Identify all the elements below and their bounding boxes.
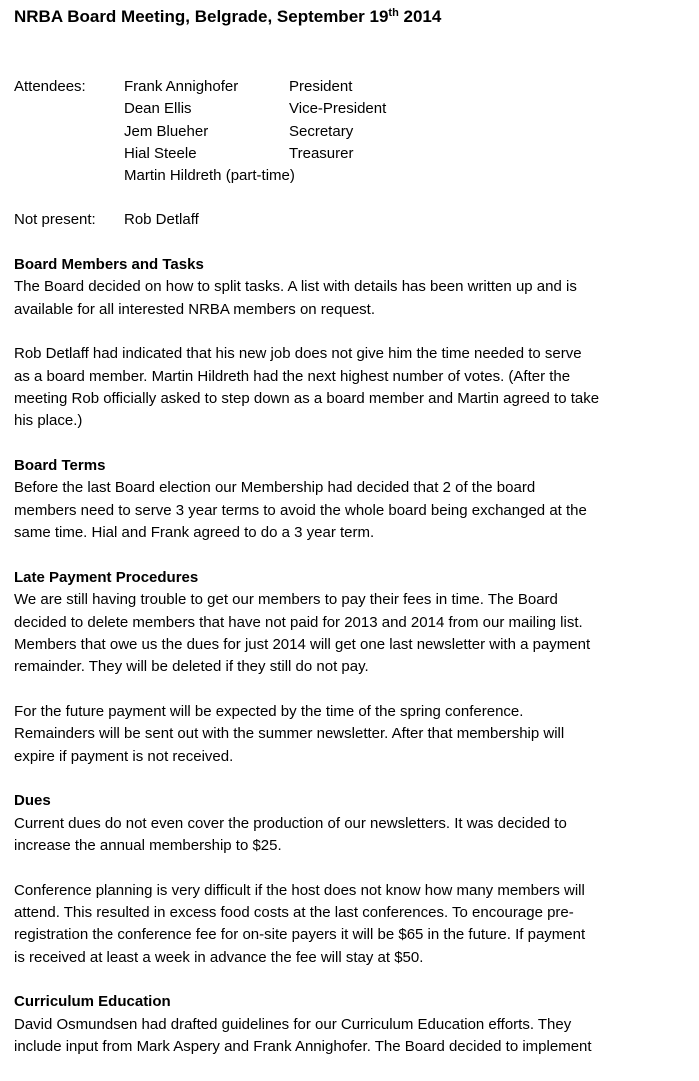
section-late-payment-procedures (14, 567, 690, 768)
attendee-role: Secretary (289, 122, 354, 140)
text-line: as a board member. Martin Hildreth had the next highest number of votes. (After the (14, 367, 571, 385)
text-line: attend. This resulted in excess food costs at the last conferences. To encourage pre- (14, 903, 574, 921)
paragraph (14, 880, 690, 969)
text-line: Members that owe us the dues for just 2014 will get one last newsletter with a payment (14, 635, 591, 653)
paragraph (14, 813, 690, 858)
text-line: include input from Mark Aspery and Frank Annighofer. The Board decided to implement (14, 1038, 592, 1056)
not-present-row (14, 209, 414, 231)
section-dues (14, 790, 690, 969)
text-line: members need to serve 3 year terms to avoid the whole board being exchanged at the (14, 501, 587, 519)
attendee-name: Dean Ellis (124, 100, 192, 118)
section-heading: Board Members and Tasks (14, 256, 204, 273)
text-line: Rob Detlaff had indicated that his new job does not give him the time needed to serve (14, 345, 582, 363)
section-heading: Curriculum Education (14, 993, 171, 1011)
not-present-name: Rob Detlaff (124, 211, 199, 228)
not-present-label: Not present: (14, 211, 96, 228)
attendee-role: Treasurer (289, 144, 354, 162)
text-line: available for all interested NRBA members on request. (14, 300, 376, 318)
section-curriculum-education (14, 991, 690, 1058)
section-board-terms (14, 455, 690, 544)
text-line: We are still having trouble to get our members to pay their fees in time. The Board (14, 591, 558, 609)
attendees-label: Attendees: (14, 78, 86, 95)
attendee-name: Frank Annighofer (124, 78, 239, 95)
text-line: meeting Rob officially asked to step down as a board member and Martin agreed to take (14, 390, 600, 408)
text-line: decided to delete members that have not paid for 2013 and 2014 from our mailing list. (14, 613, 583, 631)
document-page (14, 6, 690, 1056)
section-board-members-and-tasks (14, 254, 690, 433)
paragraph (14, 477, 690, 544)
attendee-name: Martin Hildreth (part-time) (124, 167, 295, 185)
page-title (14, 6, 690, 28)
text-line: increase the annual membership to $25. (14, 836, 282, 854)
paragraph (14, 589, 690, 678)
attendee-role: President (289, 78, 353, 95)
section-heading: Board Terms (14, 457, 106, 475)
text-line: David Osmundsen had drafted guidelines for our Curriculum Education efforts. They (14, 1015, 572, 1033)
attendee-name: Hial Steele (124, 144, 197, 162)
minutes-body (14, 254, 690, 1081)
text-line: The Board decided on how to split tasks. A list with details has been written up and is (14, 278, 577, 296)
paragraph (14, 343, 690, 432)
text-line: expire if payment is not received. (14, 747, 234, 765)
text-line: For the future payment will be expected by the time of the spring conference. (14, 702, 524, 720)
text-line: same time. Hial and Frank agreed to do a 3 year term. (14, 524, 375, 542)
text-line: Current dues do not even cover the production of our newsletters. It was decided to (14, 814, 567, 832)
title-year: 2014 (398, 7, 442, 26)
section-heading: Dues (14, 792, 51, 810)
text-line: Remainders will be sent out with the summer newsletter. After that membership will (14, 725, 565, 743)
section-heading: Late Payment Procedures (14, 568, 199, 586)
text-line: Before the last Board election our Membership had decided that 2 of the board (14, 479, 536, 497)
attendee-role: Vice-President (289, 100, 387, 118)
text-line: Conference planning is very difficult if the host does not know how many members will (14, 881, 585, 899)
attendee-name: Jem Blueher (124, 122, 209, 140)
title-superscript: th (388, 7, 399, 19)
text-line: is received at least a week in advance the fee will stay at $50. (14, 948, 424, 966)
text-line: remainder. They will be deleted if they still do not pay. (14, 658, 369, 676)
text-line: his place.) (14, 412, 83, 430)
paragraph (14, 701, 690, 768)
paragraph (14, 276, 690, 321)
paragraph (14, 1014, 690, 1059)
text-line: registration the conference fee for on-site payers it will be $65 in the future. If payment (14, 926, 586, 944)
title-main: NRBA Board Meeting, Belgrade, September 19 (14, 7, 389, 26)
